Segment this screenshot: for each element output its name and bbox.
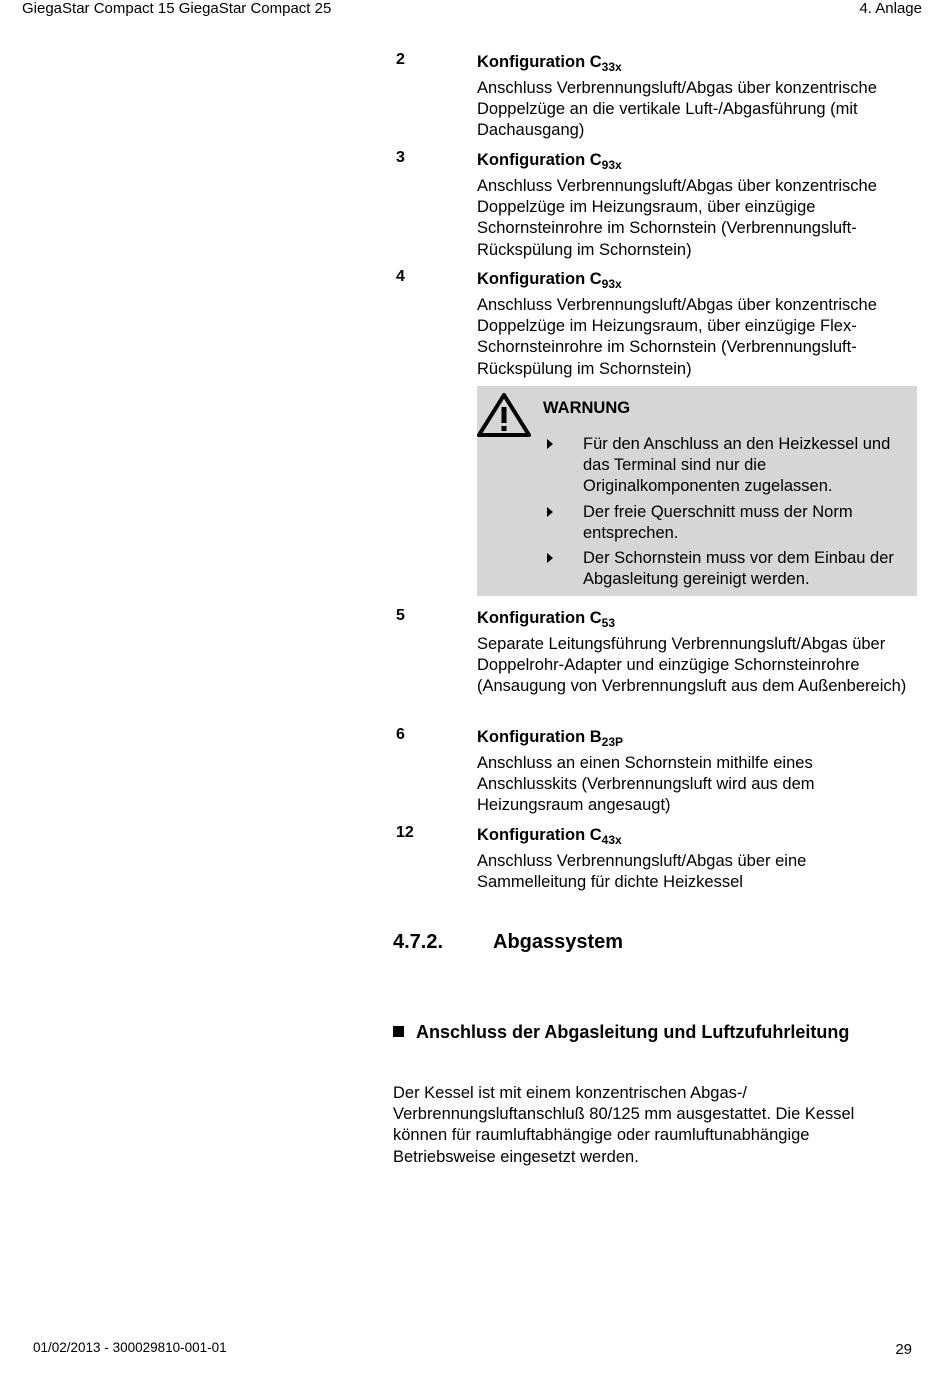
bullet-arrow-icon [547, 553, 553, 563]
config-number: 2 [396, 51, 405, 68]
config-item-3 [396, 149, 926, 261]
warning-item: Für den Anschluss an den Heizkessel und das Terminal sind nur die Originalkomponenten zugelassen. [547, 434, 917, 498]
warning-item: Der Schornstein muss vor dem Einbau der Abgasleitung gereinigt werden. [547, 548, 917, 590]
config-description: Separate Leitungsführung Verbrennungsluft/Abgas über Doppelrohr-Adapter und einzügige Schornsteinrohre (Ansaugung von Verbrennungsluft aus dem Außenbereich) [477, 635, 907, 696]
config-description: Anschluss an einen Schornstein mithilfe eines Anschlusskits (Verbrennungsluft wird aus dem Heizungsraum angesaugt) [477, 754, 815, 815]
config-number: 12 [396, 824, 414, 841]
config-item-5 [396, 607, 926, 698]
config-number: 6 [396, 726, 405, 743]
subheading: Anschluss der Abgasleitung und Luftzufuhrleitung [393, 1022, 849, 1043]
header-chapter: 4. Anlage [859, 0, 922, 17]
config-number: 4 [396, 268, 405, 285]
section-number: 4.7.2. [393, 931, 444, 953]
bullet-arrow-icon [547, 439, 553, 449]
page-number: 29 [895, 1341, 912, 1358]
warning-triangle-icon [477, 392, 531, 438]
config-item-2 [396, 51, 926, 142]
config-description: Anschluss Verbrennungsluft/Abgas über konzentrische Doppelzüge an die vertikale Luft-/Abgasführung (mit Dachausgang) [477, 79, 877, 140]
config-title: Konfiguration $C_{43x}$ [477, 826, 622, 847]
config-item-6 [396, 726, 926, 817]
header-document-title: GiegaStar Compact 15 GiegaStar Compact 25 [22, 0, 332, 17]
config-item-4 [396, 268, 926, 380]
config-number: 5 [396, 607, 405, 624]
config-description: Anschluss Verbrennungsluft/Abgas über konzentrische Doppelzüge im Heizungsraum, über einzügige Flex-Schornsteinrohre im Schornstein (Verbrennungsluft-Rückspülung im Schornstein) [477, 296, 877, 378]
config-description: Anschluss Verbrennungsluft/Abgas über konzentrische Doppelzüge im Heizungsraum, über einzügige Schornsteinrohre im Schornstein (Verbrennungsluft-Rückspülung im Schornstein) [477, 177, 877, 259]
config-item-12 [396, 824, 926, 893]
config-description: Anschluss Verbrennungsluft/Abgas über eine Sammelleitung für dichte Heizkessel [477, 852, 807, 892]
warning-title: WARNUNG [543, 399, 631, 417]
footer-document-id: 01/02/2013 - 300029810-001-01 [33, 1340, 227, 1355]
warning-list [547, 434, 917, 594]
section-title: Abgassystem [493, 931, 624, 953]
config-title: Konfiguration $C_{93x}$ [477, 151, 622, 172]
bullet-arrow-icon [547, 507, 553, 517]
config-number: 3 [396, 149, 405, 166]
config-title: Konfiguration $C_{53}$ [477, 609, 616, 630]
warning-item: Der freie Querschnitt muss der Norm entsprechen. [547, 502, 917, 544]
warning-box [477, 386, 917, 596]
body-paragraph: Der Kessel ist mit einem konzentrischen Abgas-/ Verbrennungsluftanschluß 80/125 mm ausgestattet. Die Kessel können für raumluftabhängige oder raumluftunabhängige Betriebsweise eingesetzt werden. [393, 1084, 855, 1166]
config-title: Konfiguration $B_{23P}$ [477, 728, 624, 749]
config-title: Konfiguration $C_{93x}$ [477, 270, 622, 291]
config-title: Konfiguration $C_{33x}$ [477, 53, 622, 74]
square-bullet-icon [393, 1026, 404, 1037]
